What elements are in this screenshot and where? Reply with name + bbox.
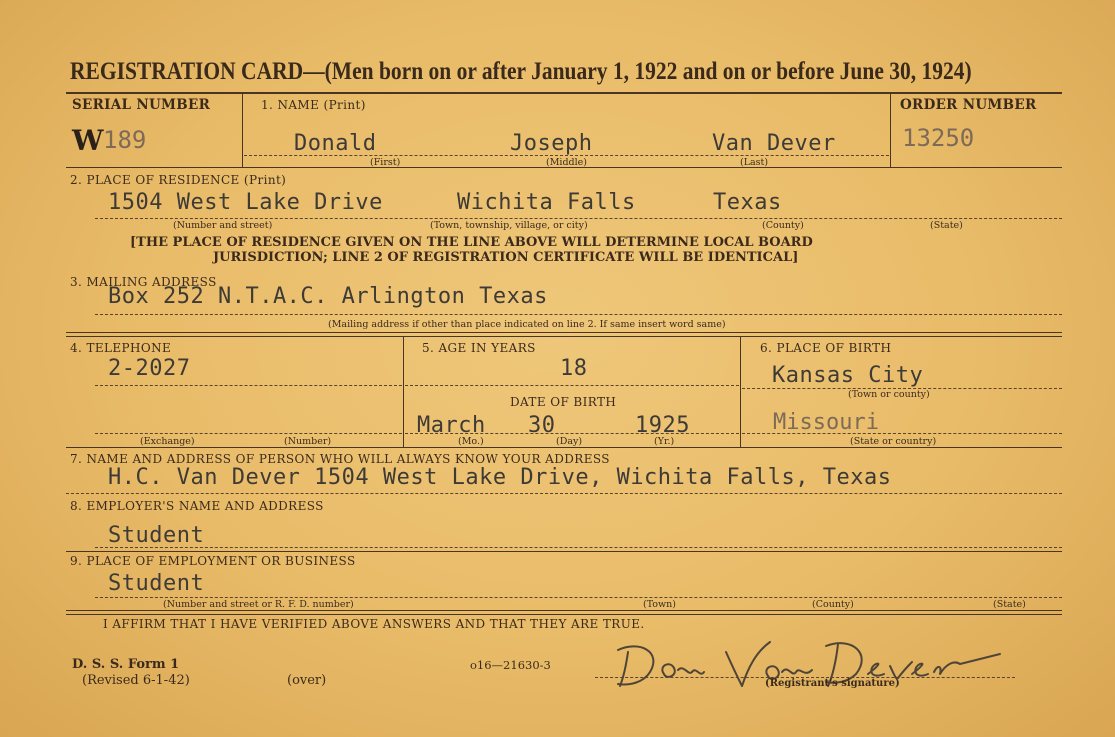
telephone-line [95, 385, 402, 386]
top-rule [66, 92, 1062, 94]
contact-label: 7. NAME AND ADDRESS OF PERSON WHO WILL ALWAYS KNOW YOUR ADDRESS [70, 452, 610, 466]
day-caption: (Day) [556, 436, 583, 447]
town-caption: (Town, township, village, or city) [430, 220, 588, 231]
divider [740, 336, 741, 447]
employment-line [95, 597, 1062, 598]
mailing-line [95, 314, 1062, 315]
serial-prefix: W [72, 124, 104, 157]
over-note: (over) [287, 673, 327, 688]
middle-caption: (Middle) [546, 157, 588, 168]
number-caption: (Number) [284, 436, 332, 447]
divider [403, 336, 404, 447]
employer-value: Student [108, 523, 205, 548]
residence-street: 1504 West Lake Drive [108, 190, 383, 215]
mailing-address: Box 252 N.T.A.C. Arlington Texas [108, 284, 548, 309]
age-line [405, 385, 739, 386]
first-name: Donald [294, 131, 377, 156]
county-caption: (County) [762, 220, 804, 231]
employment-place-value: Student [108, 571, 205, 596]
row-rule [66, 447, 1062, 448]
form-name: D. S. S. Form 1 [72, 657, 180, 672]
last-caption: (Last) [740, 157, 769, 168]
residence-label: 2. PLACE OF RESIDENCE (Print) [70, 173, 287, 187]
emp-street-caption: (Number and street or R. F. D. number) [163, 599, 354, 610]
contact-value: H.C. Van Dever 1504 West Lake Drive, Wichita Falls, Texas [108, 465, 892, 490]
telephone-number: 2-2027 [108, 356, 191, 381]
card-title: REGISTRATION CARD—(Men born on or after January 1, 1922 and on or before June 30, 1924) [70, 58, 972, 85]
birth-town: Kansas City [772, 363, 924, 388]
form-revised: (Revised 6-1-42) [82, 673, 190, 688]
street-caption: (Number and street) [173, 220, 273, 231]
last-name: Van Dever [712, 131, 836, 156]
birth-town-caption: (Town or county) [848, 389, 930, 400]
residence-line [95, 218, 1062, 219]
dob-line [405, 433, 739, 434]
residence-county: Texas [713, 190, 782, 215]
telephone-label: 4. TELEPHONE [70, 341, 172, 355]
birth-state-caption: (State or country) [850, 436, 937, 447]
dob-day: 30 [528, 413, 556, 438]
contact-line [66, 493, 1062, 494]
dob-month: March [417, 413, 486, 438]
age-value: 18 [560, 356, 588, 381]
mailing-label: 3. MAILING ADDRESS [70, 275, 217, 289]
mailing-caption: (Mailing address if other than place indicated on line 2. If same insert word same) [328, 319, 726, 330]
order-label: ORDER NUMBER [900, 97, 1037, 113]
birth-state: Missouri [773, 410, 879, 435]
first-caption: (First) [370, 157, 401, 168]
emp-county-caption: (County) [812, 599, 854, 610]
emp-state-caption: (State) [993, 599, 1026, 610]
mo-caption: (Mo.) [458, 436, 484, 447]
print-code: o16—21630-3 [470, 658, 551, 672]
row-rule [66, 167, 1062, 168]
employer-line [95, 547, 1062, 548]
employment-place-label: 9. PLACE OF EMPLOYMENT OR BUSINESS [70, 554, 356, 568]
exchange-caption: (Exchange) [140, 436, 195, 447]
yr-caption: (Yr.) [654, 436, 675, 447]
residence-note-2: JURISDICTION; LINE 2 OF REGISTRATION CERTIFICATE WILL BE IDENTICAL] [213, 250, 799, 265]
signature-caption: (Registrant's signature) [765, 678, 900, 689]
state-caption: (State) [930, 220, 963, 231]
age-label: 5. AGE IN YEARS [422, 341, 536, 355]
divider [890, 93, 891, 167]
dob-label: DATE OF BIRTH [510, 395, 617, 409]
dob-year: 1925 [635, 413, 690, 438]
telephone-line-2 [95, 433, 402, 434]
section-rule [66, 610, 1062, 615]
middle-name: Joseph [510, 131, 593, 156]
affirmation: I AFFIRM THAT I HAVE VERIFIED ABOVE ANSWERS AND THAT THEY ARE TRUE. [103, 617, 645, 631]
birthplace-label: 6. PLACE OF BIRTH [760, 341, 892, 355]
residence-note-1: [THE PLACE OF RESIDENCE GIVEN ON THE LINE ABOVE WILL DETERMINE LOCAL BOARD [130, 235, 813, 250]
residence-town: Wichita Falls [457, 190, 636, 215]
serial-number: 189 [103, 126, 147, 154]
row-rule [66, 551, 1062, 552]
emp-town-caption: (Town) [643, 599, 676, 610]
birth-state-line [742, 433, 1062, 434]
name-label: 1. NAME (Print) [261, 98, 366, 112]
section-rule [66, 332, 1062, 337]
serial-label: SERIAL NUMBER [72, 97, 211, 113]
employer-label: 8. EMPLOYER'S NAME AND ADDRESS [70, 499, 324, 513]
name-line [244, 155, 889, 156]
order-number: 13250 [902, 124, 975, 152]
divider [242, 93, 243, 167]
